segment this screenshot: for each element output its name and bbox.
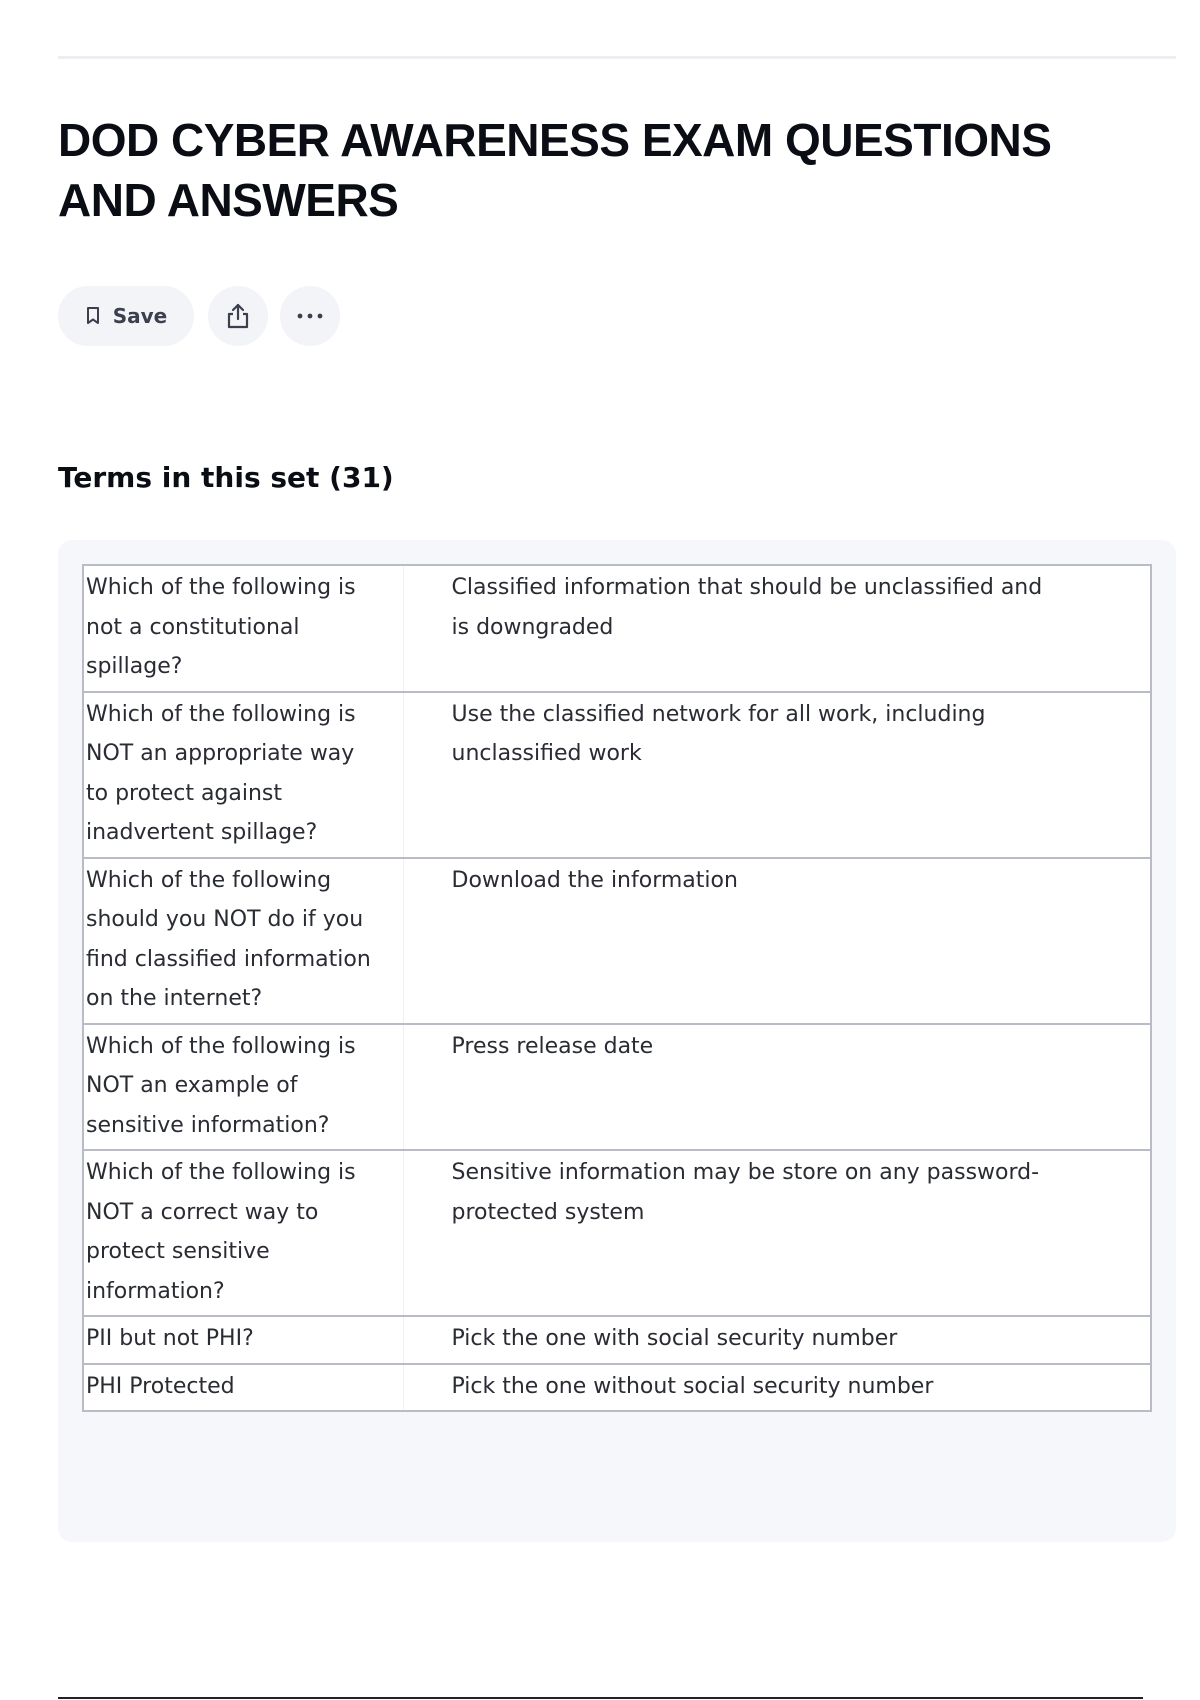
terms-table — [82, 564, 1152, 1412]
page-title: DOD CYBER AWARENESS EXAM QUESTIONS AND ANSWERS — [58, 114, 1052, 226]
term-cell: Which of the following is NOT an example of sensitive information? — [83, 1024, 403, 1151]
table-row — [83, 1364, 1151, 1412]
terms-panel — [58, 540, 1176, 1542]
table-row — [83, 1316, 1151, 1364]
bottom-divider — [58, 1697, 1143, 1699]
definition-cell: Pick the one without social security number — [403, 1364, 1151, 1412]
definition-cell: Classified information that should be unclassified and is downgraded — [403, 565, 1151, 692]
term-cell: PII but not PHI? — [83, 1316, 403, 1364]
bookmark-icon — [85, 306, 101, 326]
more-horizontal-icon — [296, 312, 324, 320]
table-row — [83, 692, 1151, 858]
table-row — [83, 565, 1151, 692]
definition-cell: Download the information — [403, 858, 1151, 1024]
table-row — [83, 858, 1151, 1024]
term-cell: Which of the following is NOT a correct way to protect sensitive information? — [83, 1150, 403, 1316]
term-cell: Which of the following should you NOT do if you find classified information on the internet? — [83, 858, 403, 1024]
table-row — [83, 1024, 1151, 1151]
save-button[interactable] — [58, 286, 194, 346]
table-row — [83, 1150, 1151, 1316]
terms-heading: Terms in this set (31) — [58, 461, 394, 494]
share-icon — [225, 302, 251, 330]
action-toolbar — [58, 285, 352, 347]
save-label: Save — [112, 304, 168, 328]
more-options-button[interactable] — [280, 286, 340, 346]
definition-cell: Sensitive information may be store on any password-protected system — [403, 1150, 1151, 1316]
term-cell: PHI Protected — [83, 1364, 403, 1412]
term-cell: Which of the following is NOT an appropriate way to protect against inadvertent spillage? — [83, 692, 403, 858]
share-button[interactable] — [208, 286, 268, 346]
definition-cell: Pick the one with social security number — [403, 1316, 1151, 1364]
top-divider — [58, 56, 1176, 59]
definition-cell: Use the classified network for all work, including unclassified work — [403, 692, 1151, 858]
term-cell: Which of the following is not a constitutional spillage? — [83, 565, 403, 692]
definition-cell: Press release date — [403, 1024, 1151, 1151]
